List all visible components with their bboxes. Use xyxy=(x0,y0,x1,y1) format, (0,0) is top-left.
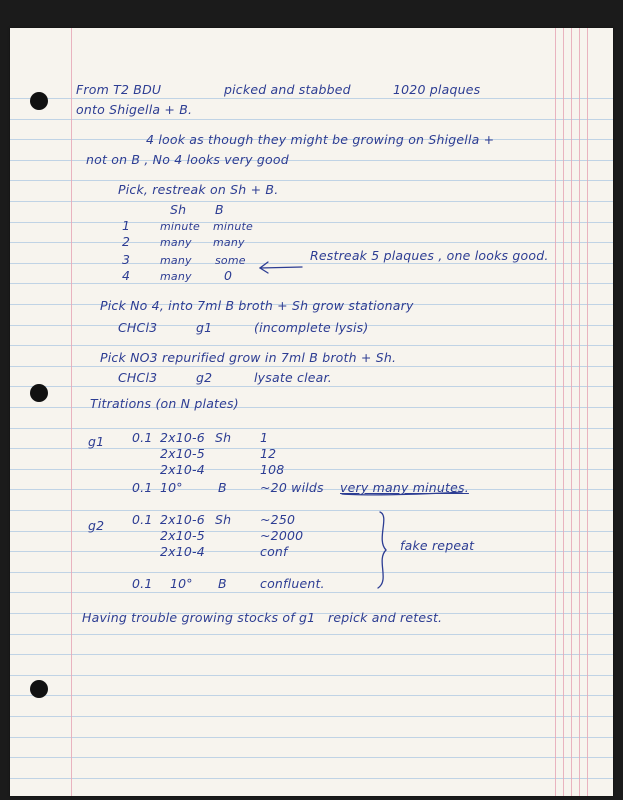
underline-stroke xyxy=(342,492,462,495)
pen-marks xyxy=(10,28,613,796)
very-many-minutes-note: very many minutes. xyxy=(340,480,469,495)
row-number: 4 xyxy=(122,268,131,283)
count-cell: 1 xyxy=(260,430,269,445)
count-cell: 12 xyxy=(260,446,277,461)
row-sh-value: many xyxy=(160,254,192,267)
final-note-b: repick and retest. xyxy=(328,610,443,625)
row-b-value: many xyxy=(213,236,245,249)
volume-cell: 0.1 xyxy=(132,480,153,495)
note-line-1b: picked and stabbed xyxy=(224,82,351,97)
count-cell: confluent. xyxy=(260,576,325,591)
lysate-clear-note: lysate clear. xyxy=(254,370,332,385)
row-b-value: some xyxy=(215,254,246,267)
dilution-cell: 2x10-6 xyxy=(160,512,205,527)
chcl3-label: CHCl3 xyxy=(118,320,158,335)
count-cell: conf xyxy=(260,544,288,559)
count-cell: ~20 wilds xyxy=(260,480,324,495)
row-number: 3 xyxy=(122,252,131,267)
notebook-page xyxy=(10,28,613,796)
curly-brace-icon xyxy=(378,512,386,588)
table-header-sh: Sh xyxy=(170,202,187,217)
note-line-2: onto Shigella + B. xyxy=(76,102,193,117)
count-cell: ~250 xyxy=(260,512,296,527)
note-line-1c: 1020 plaques xyxy=(393,82,481,97)
host-cell: B xyxy=(218,480,227,495)
table-header-b: B xyxy=(215,202,224,217)
incomplete-lysis-note: (incomplete lysis) xyxy=(254,320,369,335)
row-number: 1 xyxy=(122,218,131,233)
note-line-5: Pick, restreak on Sh + B. xyxy=(118,182,279,197)
volume-cell: 0.1 xyxy=(132,576,153,591)
note-line-1a: From T2 BDU xyxy=(76,82,162,97)
dilution-cell: 2x10-5 xyxy=(160,528,205,543)
note-line-4: not on B , No 4 looks very good xyxy=(86,152,289,167)
g2-row-label: g2 xyxy=(88,518,105,533)
row-sh-value: many xyxy=(160,270,192,283)
chcl3-label: CHCl3 xyxy=(118,370,158,385)
pick-no3-line: Pick NO3 repurified grow in 7ml B broth + Sh. xyxy=(100,350,397,365)
volume-cell: 0.1 xyxy=(132,512,153,527)
row-b-value: 0 xyxy=(224,268,233,283)
row-number: 2 xyxy=(122,234,131,249)
dilution-cell: 10° xyxy=(170,576,193,591)
host-cell: Sh xyxy=(215,512,232,527)
volume-cell: 0.1 xyxy=(132,430,153,445)
row-sh-value: many xyxy=(160,236,192,249)
host-cell: Sh xyxy=(215,430,232,445)
dilution-cell: 2x10-6 xyxy=(160,430,205,445)
row-sh-value: minute xyxy=(160,220,200,233)
host-cell: B xyxy=(218,576,227,591)
arrow-icon xyxy=(260,267,302,268)
final-note-a: Having trouble growing stocks of g1 xyxy=(82,610,316,625)
note-line-3: 4 look as though they might be growing on Shigella + xyxy=(146,132,495,147)
restreak-note: Restreak 5 plaques , one looks good. xyxy=(310,248,549,263)
pick-no4-line: Pick No 4, into 7ml B broth + Sh grow stationary xyxy=(100,298,414,313)
dilution-cell: 2x10-5 xyxy=(160,446,205,461)
count-cell: 108 xyxy=(260,462,285,477)
fake-repeat-note: fake repeat xyxy=(400,538,475,553)
dilution-cell: 2x10-4 xyxy=(160,544,205,559)
titrations-heading: Titrations (on N plates) xyxy=(90,396,239,411)
dilution-cell: 10° xyxy=(160,480,183,495)
g1-label: g1 xyxy=(196,320,213,335)
row-b-value: minute xyxy=(213,220,253,233)
count-cell: ~2000 xyxy=(260,528,304,543)
dilution-cell: 2x10-4 xyxy=(160,462,205,477)
g2-label: g2 xyxy=(196,370,213,385)
g1-row-label: g1 xyxy=(88,434,105,449)
